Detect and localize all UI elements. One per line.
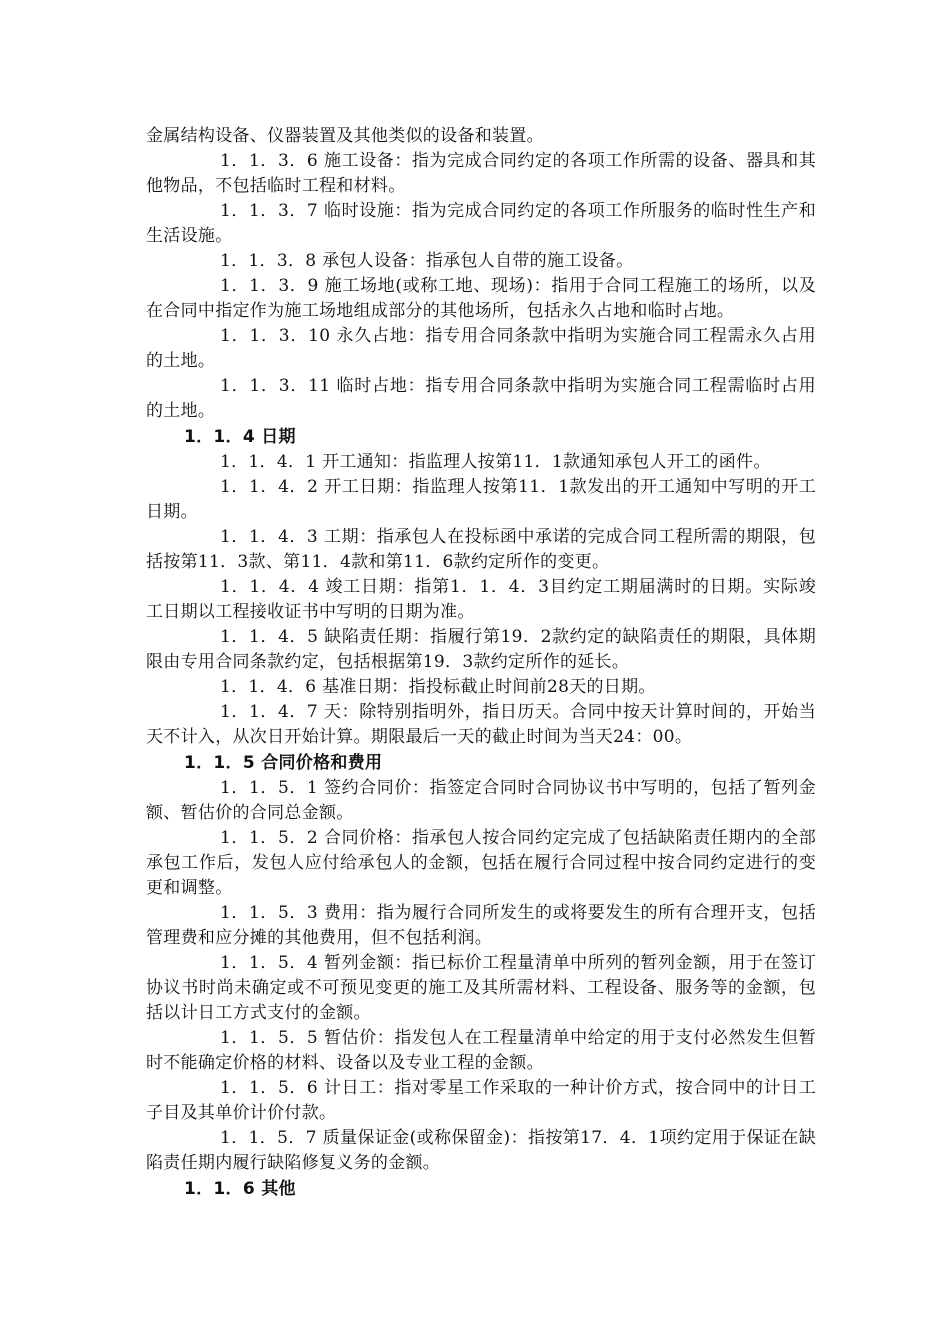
- clause-paragraph: 1．1．3．8 承包人设备：指承包人自带的施工设备。: [220, 251, 634, 271]
- clause-paragraph: 1．1．3．11 临时占地：指专用合同条款中指明为实施合同工程需临时占用的土地。: [146, 376, 816, 421]
- clause-paragraph: 1．1．4．3 工期：指承包人在投标函中承诺的完成合同工程所需的期限，包括按第11．3款、第11．4款和第11．6款约定所作的变更。: [146, 527, 816, 572]
- clause-paragraph: 1．1．4．4 竣工日期：指第1．1．4．3目约定工期届满时的日期。实际竣工日期以工程接收证书中写明的日期为准。: [146, 577, 816, 622]
- clause-paragraph: 1．1．3．7 临时设施：指为完成合同约定的各项工作所服务的临时性生产和生活设施。: [146, 201, 816, 246]
- clause-paragraph: 1．1．5．7 质量保证金(或称保留金)：指按第17．4．1项约定用于保证在缺陷责任期内履行缺陷修复义务的金额。: [146, 1128, 816, 1173]
- section-heading: 1．1．5 合同价格和费用: [184, 753, 383, 773]
- clause-paragraph: 1．1．4．5 缺陷责任期：指履行第19．2款约定的缺陷责任的期限，具体期限由专用合同条款约定，包括根据第19．3款约定所作的延长。: [146, 627, 816, 672]
- clause-paragraph: 1．1．5．6 计日工：指对零星工作采取的一种计价方式，按合同中的计日工子目及其单价计价付款。: [146, 1078, 816, 1123]
- clause-paragraph: 1．1．5．1 签约合同价：指签定合同时合同协议书中写明的，包括了暂列金额、暂估价的合同总金额。: [146, 778, 816, 823]
- clause-paragraph: 1．1．3．9 施工场地(或称工地、现场)：指用于合同工程施工的场所，以及在合同中指定作为施工场地组成部分的其他场所，包括永久占地和临时占地。: [146, 276, 816, 321]
- clause-paragraph: 1．1．3．6 施工设备：指为完成合同约定的各项工作所需的设备、器具和其他物品，不包括临时工程和材料。: [146, 151, 816, 196]
- section-heading: 1．1．4 日期: [184, 427, 296, 447]
- clause-paragraph: 1．1．4．1 开工通知：指监理人按第11．1款通知承包人开工的函件。: [220, 452, 771, 472]
- section-heading: 1．1．6 其他: [184, 1179, 296, 1199]
- clause-paragraph: 1．1．4．6 基准日期：指投标截止时间前28天的日期。: [220, 677, 656, 697]
- paragraph-continuation: 金属结构设备、仪器装置及其他类似的设备和装置。: [146, 126, 544, 146]
- clause-paragraph: 1．1．3．10 永久占地：指专用合同条款中指明为实施合同工程需永久占用的土地。: [146, 326, 816, 371]
- clause-paragraph: 1．1．5．3 费用：指为履行合同所发生的或将要发生的所有合理开支，包括管理费和应分摊的其他费用，但不包括利润。: [146, 903, 816, 948]
- clause-paragraph: 1．1．5．4 暂列金额：指已标价工程量清单中所列的暂列金额，用于在签订协议书时尚未确定或不可预见变更的施工及其所需材料、工程设备、服务等的金额，包括以计日工方式支付的金额。: [146, 953, 816, 1023]
- clause-paragraph: 1．1．5．2 合同价格：指承包人按合同约定完成了包括缺陷责任期内的全部承包工作后，发包人应付给承包人的金额，包括在履行合同过程中按合同约定进行的变更和调整。: [146, 828, 816, 898]
- clause-paragraph: 1．1．5．5 暂估价：指发包人在工程量清单中给定的用于支付必然发生但暂时不能确定价格的材料、设备以及专业工程的金额。: [146, 1028, 816, 1073]
- document-body: [146, 124, 816, 1202]
- clause-paragraph: 1．1．4．2 开工日期：指监理人按第11．1款发出的开工通知中写明的开工日期。: [146, 477, 816, 522]
- clause-paragraph: 1．1．4．7 天：除特别指明外，指日历天。合同中按天计算时间的，开始当天不计入，从次日开始计算。期限最后一天的截止时间为当天24：00。: [146, 702, 816, 747]
